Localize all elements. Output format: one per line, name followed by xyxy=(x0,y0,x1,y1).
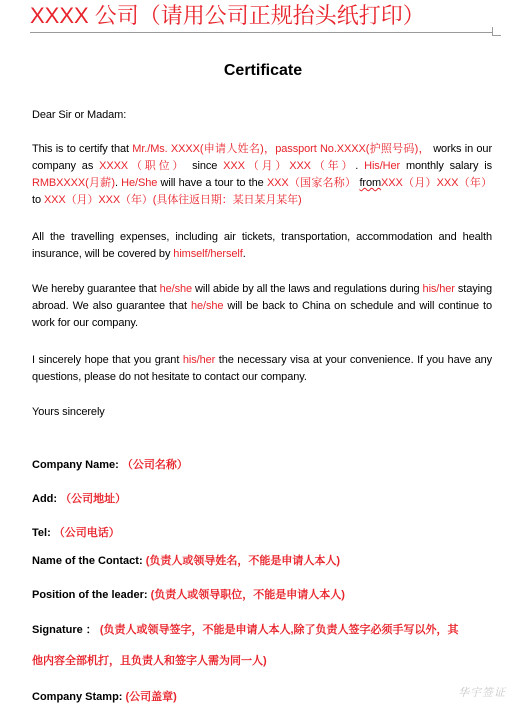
field-label: Company Name: xyxy=(32,459,122,471)
trip-end-placeholder: XXX（月）XXX（年）(具体往返日期：某日某月某年) xyxy=(43,194,302,206)
closing: Yours sincerely xyxy=(32,406,105,418)
paragraph-certification xyxy=(32,141,492,209)
field-value: （公司地址） xyxy=(60,493,127,505)
text: monthly salary is xyxy=(400,160,492,172)
salary-placeholder: RMBXXXX(月薪) xyxy=(32,177,115,189)
pronoun-placeholder: His/Her xyxy=(364,160,401,172)
field-label: Position of the leader: xyxy=(32,589,151,601)
pronoun-placeholder: he/she xyxy=(159,283,193,295)
header-divider xyxy=(30,32,492,33)
pronoun-placeholder: he/she xyxy=(190,300,224,312)
text: to xyxy=(32,194,44,206)
field-label: Name of the Contact: xyxy=(32,555,146,567)
text: will have a tour to the xyxy=(157,177,267,189)
margin-corner-mark xyxy=(492,27,501,36)
field-tel xyxy=(32,525,502,542)
field-signature-continued: 他内容全部机打，且负责人和签字人需为同一人) xyxy=(32,655,267,667)
field-address xyxy=(32,491,502,508)
text: works in our company as xyxy=(32,143,493,172)
position-placeholder: XXXX（职位） xyxy=(99,160,187,172)
field-label: Tel: xyxy=(32,527,54,539)
text: I sincerely hope that you grant xyxy=(32,354,183,366)
field-value: (负责人或领导签字，不能是申请人本人,除了负责人签字必须手写以外，其 xyxy=(99,624,459,636)
text: staying abroad. We also guarantee that xyxy=(32,283,492,312)
start-date-placeholder: XXX（月）XXX（年） xyxy=(223,160,356,172)
paragraph-request xyxy=(32,352,492,386)
field-label: Add: xyxy=(32,493,61,505)
text-from: from xyxy=(359,177,382,189)
text: the necessary visa at your convenience. If you have any questions, please do not hesitate to contact our company. xyxy=(32,354,493,383)
watermark: 华宇签证 xyxy=(458,686,506,699)
document-title: Certificate xyxy=(223,62,303,79)
letterhead-placeholder: XXXX 公司（请用公司正规抬头纸打印） xyxy=(30,3,425,28)
salutation: Dear Sir or Madam: xyxy=(32,109,127,121)
country-placeholder: XXX（国家名称） xyxy=(266,177,357,189)
field-value: (负责人或领导职位，不能是申请人本人) xyxy=(150,589,345,601)
field-label: Signature ： xyxy=(32,624,100,636)
field-company-stamp xyxy=(32,689,502,706)
field-signature xyxy=(32,622,502,639)
text: All the travelling expenses, including air tickets, transportation, accommodation and health insurance, will be covered by xyxy=(32,231,492,260)
payer-placeholder: himself/herself xyxy=(173,248,243,260)
text: will abide by all the laws and regulations during xyxy=(192,283,423,295)
field-position xyxy=(32,587,502,604)
text: . xyxy=(355,160,365,172)
field-label: Company Stamp: xyxy=(32,691,126,703)
pronoun-placeholder: He/She xyxy=(121,177,158,189)
field-company-name xyxy=(32,457,502,474)
text: We hereby guarantee that xyxy=(32,283,160,295)
paragraph-expenses xyxy=(32,229,492,263)
pronoun-placeholder: his/her xyxy=(422,283,455,295)
field-value: （公司名称） xyxy=(121,459,188,471)
paragraph-guarantee xyxy=(32,281,492,332)
field-contact xyxy=(32,553,502,570)
text: This is to certify that xyxy=(32,143,133,155)
field-value: (负责人或领导姓名，不能是申请人本人) xyxy=(145,555,341,567)
text: since xyxy=(186,160,224,172)
pronoun-placeholder: his/her xyxy=(182,354,216,366)
field-value: （公司电话） xyxy=(53,527,120,539)
text: . xyxy=(114,177,122,189)
text: . xyxy=(242,248,246,260)
trip-start-placeholder: XXX（月）XXX（年） xyxy=(381,177,492,189)
text: will be back to China on schedule and will continue to work for our company. xyxy=(32,300,492,329)
field-value: (公司盖章) xyxy=(125,691,177,703)
applicant-placeholder: Mr./Ms. XXXX(申请人姓名)，passport No.XXXX(护照号码)， xyxy=(132,143,430,155)
